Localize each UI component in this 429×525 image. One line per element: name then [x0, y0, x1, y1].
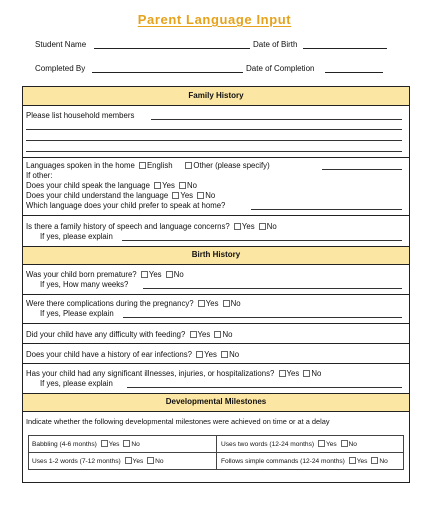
date-of-completion-label: Date of Completion: [246, 64, 315, 73]
family-speech-label: Is there a family history of speech and language concerns?: [26, 222, 230, 231]
no-label: No: [187, 181, 198, 190]
no-label: No: [173, 270, 184, 279]
date-of-birth-field[interactable]: [303, 48, 387, 49]
two-words-label: Uses two words (12-24 months): [221, 441, 315, 448]
family-history-title: Family History: [188, 91, 244, 100]
other-language-checkbox[interactable]: [185, 162, 192, 169]
one-two-words-cell: [32, 457, 164, 466]
no-label: No: [229, 350, 240, 359]
date-of-birth-label: Date of Birth: [253, 40, 298, 49]
household-line-1[interactable]: [151, 119, 402, 120]
complications-explain-field[interactable]: [123, 317, 402, 318]
household-line-4[interactable]: [26, 151, 402, 152]
babbling-no-checkbox[interactable]: [123, 440, 130, 447]
divider: [23, 323, 409, 324]
yes-label: Yes: [180, 191, 194, 200]
page-title: Parent Language Input: [137, 12, 292, 27]
family-explain-label: If yes, please explain: [40, 232, 113, 241]
understand-no-checkbox[interactable]: [197, 192, 204, 199]
household-line-3[interactable]: [26, 140, 402, 141]
other-language-field[interactable]: [322, 169, 402, 170]
illness-label: Has your child had any significant illnesses, injuries, or hospitalizations?: [26, 369, 275, 378]
divider: [23, 343, 409, 344]
two-words-yes-checkbox[interactable]: [318, 440, 325, 447]
milestones-table: [28, 435, 404, 470]
complications-explain-label: If yes, Please explain: [40, 309, 114, 318]
complications-no-checkbox[interactable]: [223, 300, 230, 307]
babbling-cell: [32, 440, 140, 449]
weeks-label: If yes, How many weeks?: [40, 280, 129, 289]
complications-row: [26, 299, 241, 309]
other-language-label: Other (please specify): [193, 161, 270, 170]
illness-yes-checkbox[interactable]: [279, 370, 286, 377]
divider: [23, 157, 409, 158]
babbling-label: Babbling (4-6 months): [32, 441, 97, 448]
two-words-cell: [221, 440, 357, 449]
one-two-words-no-checkbox[interactable]: [147, 457, 154, 464]
ear-infection-row: [26, 350, 239, 360]
speak-yes-checkbox[interactable]: [154, 182, 161, 189]
table-divider-h: [29, 452, 403, 453]
household-label: Please list household members: [26, 111, 135, 120]
birth-history-title: Birth History: [191, 250, 241, 259]
no-label: No: [230, 299, 241, 308]
commands-label: Follows simple commands (12-24 months): [221, 458, 345, 465]
commands-no-checkbox[interactable]: [371, 457, 378, 464]
family-speech-yes-checkbox[interactable]: [234, 223, 241, 230]
no-label: No: [205, 191, 216, 200]
feeding-label: Did your child have any difficulty with feeding?: [26, 330, 186, 339]
illness-explain-field[interactable]: [127, 387, 402, 388]
speak-no-checkbox[interactable]: [179, 182, 186, 189]
yes-label: Yes: [356, 458, 368, 465]
complications-label: Were there complications during the pregnancy?: [26, 299, 194, 308]
ear-yes-checkbox[interactable]: [196, 351, 203, 358]
milestones-title: Developmental Milestones: [165, 397, 267, 406]
family-explain-field[interactable]: [122, 240, 402, 241]
feeding-no-checkbox[interactable]: [214, 331, 221, 338]
prefer-field[interactable]: [251, 209, 402, 210]
no-label: No: [311, 369, 322, 378]
feeding-row: [26, 330, 232, 340]
understand-yes-checkbox[interactable]: [172, 192, 179, 199]
languages-row: [26, 161, 270, 171]
illness-explain-label: If yes, please explain: [40, 379, 113, 388]
commands-cell: [221, 457, 388, 466]
milestones-instruction: Indicate whether the following developmental milestones were achieved on time or at a delay: [26, 417, 330, 426]
illness-no-checkbox[interactable]: [303, 370, 310, 377]
yes-label: Yes: [148, 270, 162, 279]
yes-label: Yes: [108, 441, 120, 448]
yes-label: Yes: [162, 181, 175, 190]
divider: [23, 215, 409, 216]
complications-yes-checkbox[interactable]: [198, 300, 205, 307]
premature-label: Was your child born premature?: [26, 270, 137, 279]
english-label: English: [146, 161, 173, 170]
no-label: No: [379, 458, 388, 465]
languages-label: Languages spoken in the home: [26, 161, 135, 170]
intake-form: [22, 86, 410, 483]
family-speech-row: [26, 222, 277, 232]
no-label: No: [222, 330, 233, 339]
divider: [23, 294, 409, 295]
one-two-words-label: Uses 1-2 words (7-12 months): [32, 458, 121, 465]
prefer-label: Which language does your child prefer to speak at home?: [26, 201, 226, 210]
student-name-label: Student Name: [35, 40, 87, 49]
commands-yes-checkbox[interactable]: [349, 457, 356, 464]
no-label: No: [348, 441, 357, 448]
premature-no-checkbox[interactable]: [166, 271, 173, 278]
family-speech-no-checkbox[interactable]: [259, 223, 266, 230]
babbling-yes-checkbox[interactable]: [101, 440, 108, 447]
date-of-completion-field[interactable]: [325, 72, 383, 73]
household-line-2[interactable]: [26, 129, 402, 130]
if-other-label: If other:: [26, 171, 53, 180]
one-two-words-yes-checkbox[interactable]: [125, 457, 132, 464]
divider: [23, 363, 409, 364]
yes-label: Yes: [325, 441, 337, 448]
feeding-yes-checkbox[interactable]: [190, 331, 197, 338]
birth-history-header: [23, 246, 409, 265]
yes-label: Yes: [286, 369, 300, 378]
family-history-header: [23, 86, 409, 106]
no-label: No: [155, 458, 164, 465]
no-label: No: [266, 222, 277, 231]
premature-row: [26, 270, 184, 280]
completed-by-label: Completed By: [35, 64, 86, 73]
yes-label: Yes: [132, 458, 144, 465]
understand-row: [26, 191, 215, 201]
yes-label: Yes: [197, 330, 211, 339]
two-words-no-checkbox[interactable]: [341, 440, 348, 447]
illness-row: [26, 369, 321, 379]
no-label: No: [131, 441, 140, 448]
ear-infection-label: Does your child have a history of ear infections?: [26, 350, 192, 359]
student-name-field[interactable]: [94, 48, 250, 49]
speak-label: Does your child speak the language: [26, 181, 150, 190]
english-checkbox[interactable]: [139, 162, 146, 169]
weeks-field[interactable]: [143, 288, 402, 289]
completed-by-field[interactable]: [92, 72, 243, 73]
premature-yes-checkbox[interactable]: [141, 271, 148, 278]
yes-label: Yes: [241, 222, 255, 231]
understand-label: Does your child understand the language: [26, 191, 169, 200]
speak-row: [26, 181, 197, 191]
ear-no-checkbox[interactable]: [221, 351, 228, 358]
yes-label: Yes: [205, 299, 219, 308]
milestones-header: [23, 393, 409, 412]
yes-label: Yes: [204, 350, 217, 359]
